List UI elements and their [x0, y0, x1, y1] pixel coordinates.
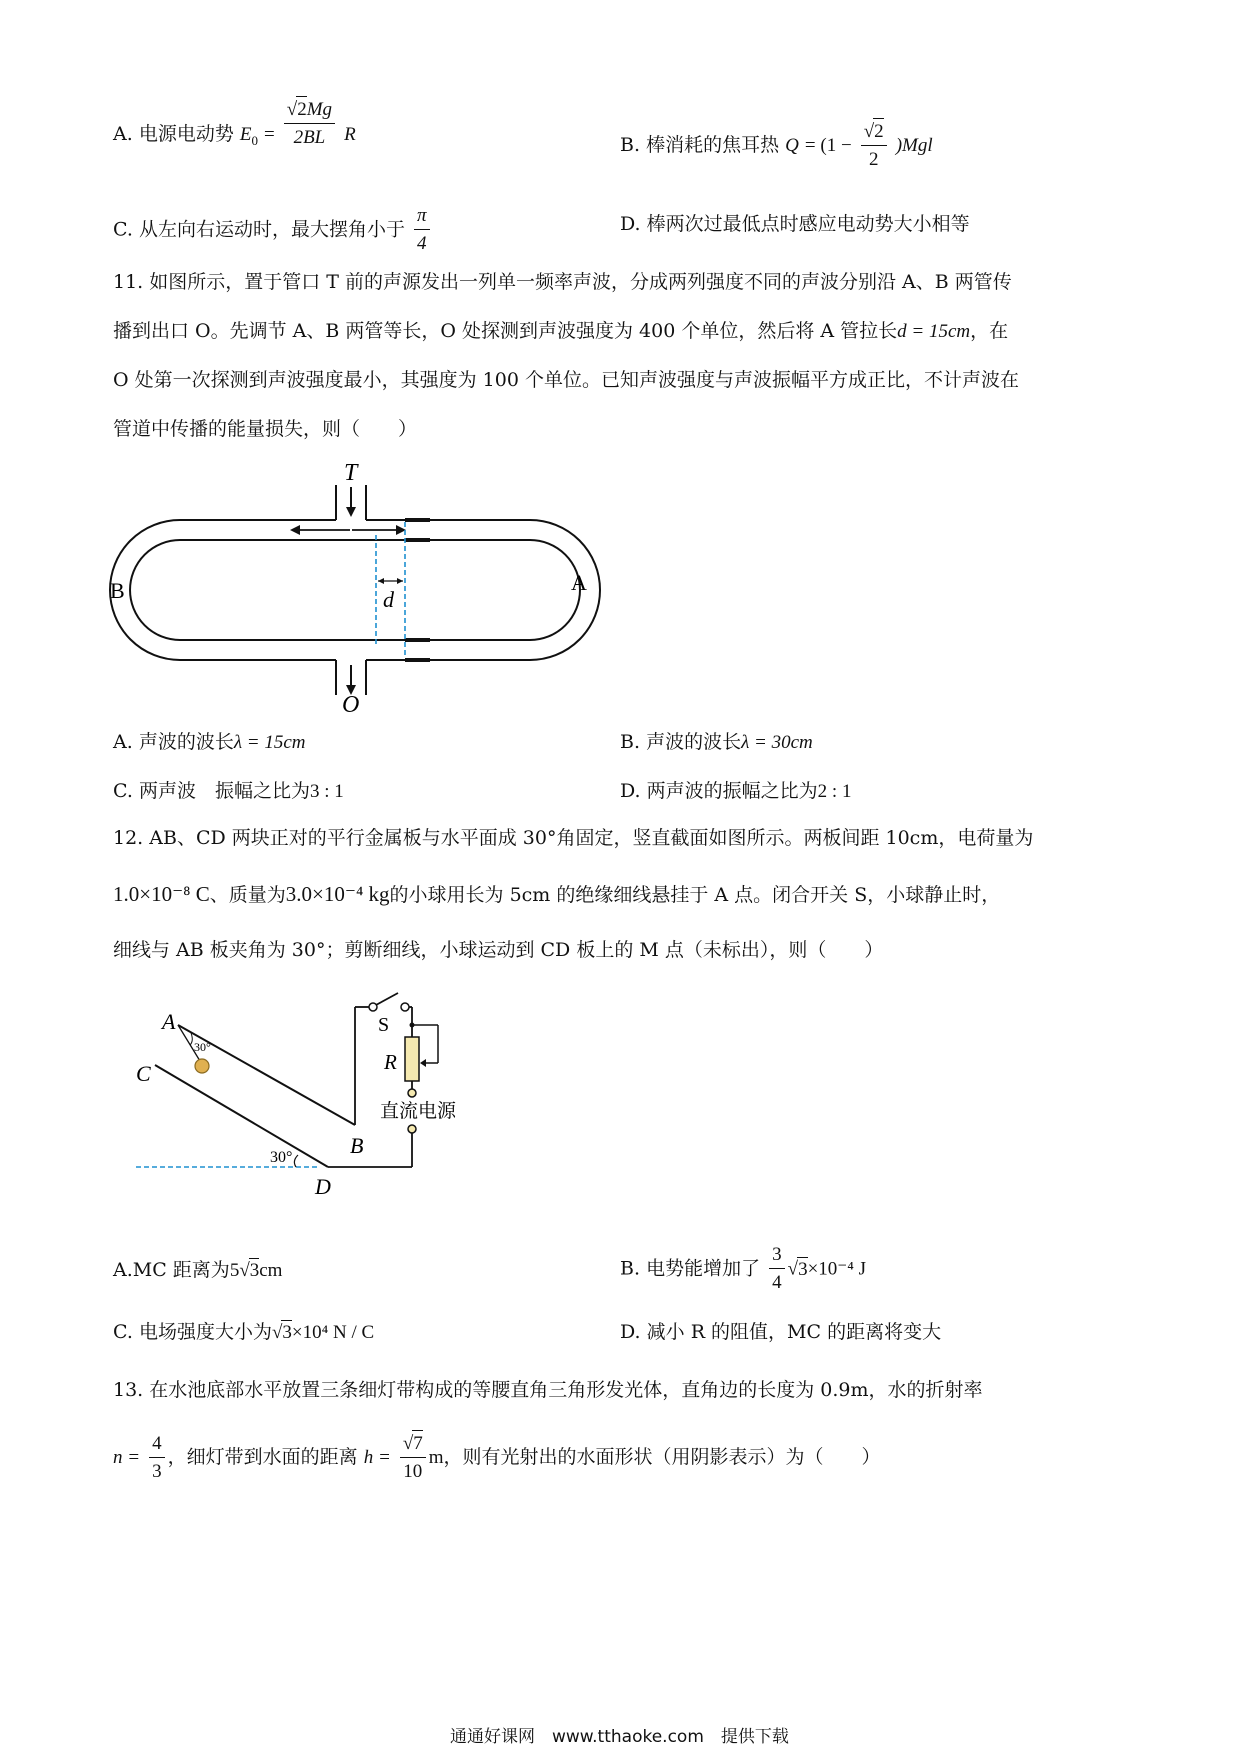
label-d-plate: D — [315, 1174, 331, 1199]
q12-option-c: C. 电场强度大小为√3×10⁴ N / C — [113, 1321, 375, 1343]
angle-label-a: 30° — [194, 1040, 211, 1054]
q10-option-c: C. 从左向右运动时，最大摆角小于 $\frac{\pi}{4}$ — [113, 203, 433, 258]
q11-option-c: C. 两声波 振幅之比为3 : 1 — [113, 780, 344, 802]
q11-option-a: A. 声波的波长λ = 15cm — [113, 731, 306, 753]
label-r: R — [384, 1050, 397, 1074]
q11-line-1: 11. 如图所示，置于管口 T 前的声源发出一列单一频率声波，分成两列强度不同的声波分别沿 A、B 两管传 — [113, 271, 1012, 293]
label-t: T — [344, 460, 358, 486]
label-s: S — [378, 1014, 390, 1036]
capacitor-diagram — [120, 985, 540, 1215]
pipe-diagram — [100, 455, 620, 715]
q11-line-2: 播到出口 O。先调节 A、B 两管等长，O 处探测到声波强度为 400 个单位，然后将 A 管拉长d = 15cm，在 — [113, 320, 1009, 342]
q11-option-d: D. 两声波的振幅之比为2 : 1 — [620, 780, 852, 802]
label-a: A — [571, 570, 587, 595]
q12-option-a: A.MC 距离为5√3cm — [113, 1259, 283, 1281]
q12-line-1: 12. AB、CD 两块正对的平行金属板与水平面成 30°角固定，竖直截面如图所示。两板间距 10cm，电荷量为 — [113, 827, 1034, 849]
label-o: O — [342, 692, 360, 715]
label-d: d — [383, 587, 394, 612]
q12-option-b: B. 电势能增加了 $\frac{3}{4}$ √3×10⁻⁴ J — [620, 1244, 867, 1293]
q13-line-2: n = $\frac{4}{3}$ ，细灯带到水面的距离 h = $\frac{√7}{10}$ m，则有光射出的水面形状（用阴影表示）为（ ） — [113, 1430, 881, 1486]
q10-option-a: A. 电源电动势 $E_0$ = $\frac{√2Mg}{2BL}$ R — [113, 118, 356, 153]
angle-label-d: 30° — [270, 1149, 293, 1166]
q11-option-b: B. 声波的波长λ = 30cm — [620, 731, 813, 753]
label-b-plate: B — [350, 1133, 364, 1158]
label-b: B — [110, 578, 125, 603]
q12-line-2: 1.0×10⁻⁸ C、质量为3.0×10⁻⁴ kg的小球用长为 5cm 的绝缘细线悬挂于 A 点。闭合开关 S，小球静止时， — [113, 882, 1001, 906]
label-c-plate: C — [136, 1061, 151, 1086]
label-a-plate: A — [162, 1009, 176, 1034]
q11-line-4: 管道中传播的能量损失，则（ ） — [113, 418, 418, 440]
q10-option-d: D. 棒两次过最低点时感应电动势大小相等 — [620, 213, 970, 235]
label-source: 直流电源 — [380, 1101, 457, 1122]
q12-line-3: 细线与 AB 板夹角为 30°；剪断细线，小球运动到 CD 板上的 M 点（未标出），则（ ） — [113, 939, 884, 961]
q12-option-d: D. 减小 R 的阻值，MC 的距离将变大 — [620, 1321, 942, 1343]
footer-source: 通通好课网 www.tthaoke.com 提供下载 — [450, 1727, 789, 1747]
q11-line-3: O 处第一次探测到声波强度最小，其强度为 100 个单位。已知声波强度与声波振幅平方成正比，不计声波在 — [113, 369, 1019, 391]
q13-line-1: 13. 在水池底部水平放置三条细灯带构成的等腰直角三角形发光体，直角边的长度为 0.9m，水的折射率 — [113, 1379, 983, 1401]
q10-option-b: B. 棒消耗的焦耳热 Q = (1 − $\frac{√2}{2}$ )Mgl — [620, 118, 933, 174]
